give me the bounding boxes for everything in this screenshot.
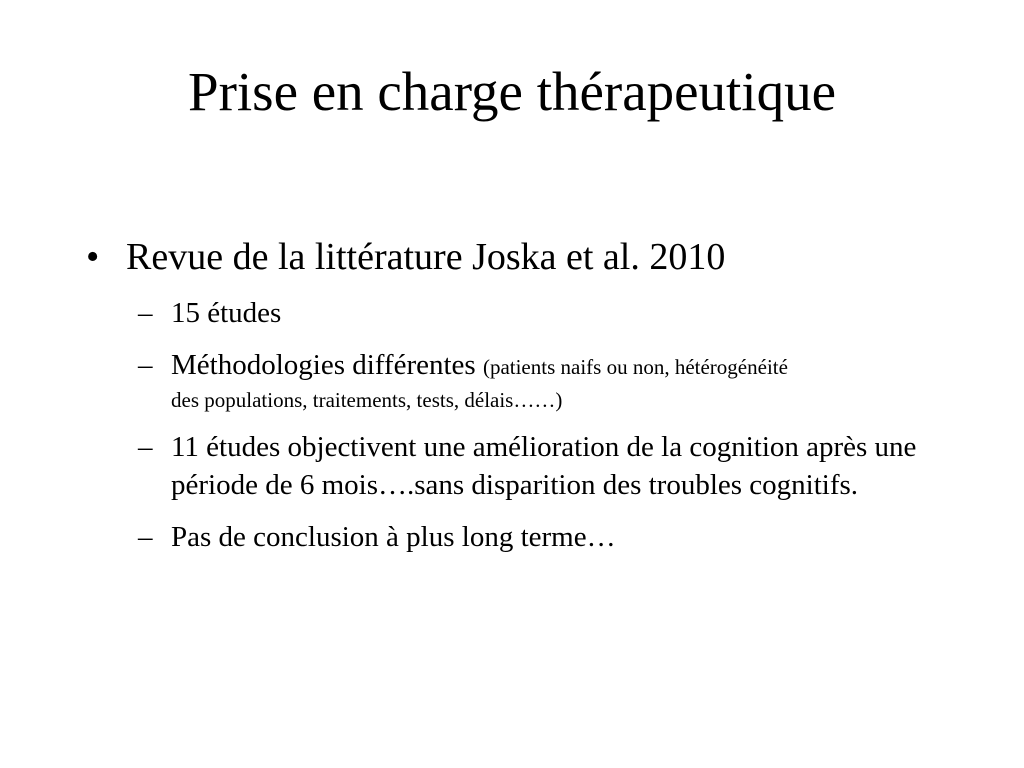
dash-icon: – — [138, 297, 153, 329]
sub-point-text: 11 études objectivent une amélioration de la cognition après une période de 6 mois….sans disparition des troubles cognitifs. — [171, 431, 917, 501]
sub-point-note: (patients naifs ou non, hétérogénéité — [482, 355, 788, 379]
sub-point-studies-count — [138, 294, 938, 332]
sub-point-note-continued: des populations, traitements, tests, délais……) — [171, 388, 563, 412]
sub-point-results — [138, 428, 938, 504]
sub-point-text: Méthodologies différentes — [171, 349, 476, 381]
sub-point-text: Pas de conclusion à plus long terme… — [171, 521, 616, 553]
sub-point-conclusion — [138, 518, 938, 556]
sub-point-text: 15 études — [171, 297, 282, 329]
sub-point-list — [138, 294, 938, 570]
dash-icon: – — [138, 349, 153, 381]
sub-point-methodologies — [138, 346, 938, 414]
dash-icon: – — [138, 431, 153, 463]
slide-title: Prise en charge thérapeutique — [187, 61, 837, 122]
bullet-icon: • — [86, 236, 100, 278]
main-bullet-text: Revue de la littérature Joska et al. 2010 — [126, 236, 726, 278]
dash-icon: – — [138, 521, 153, 553]
